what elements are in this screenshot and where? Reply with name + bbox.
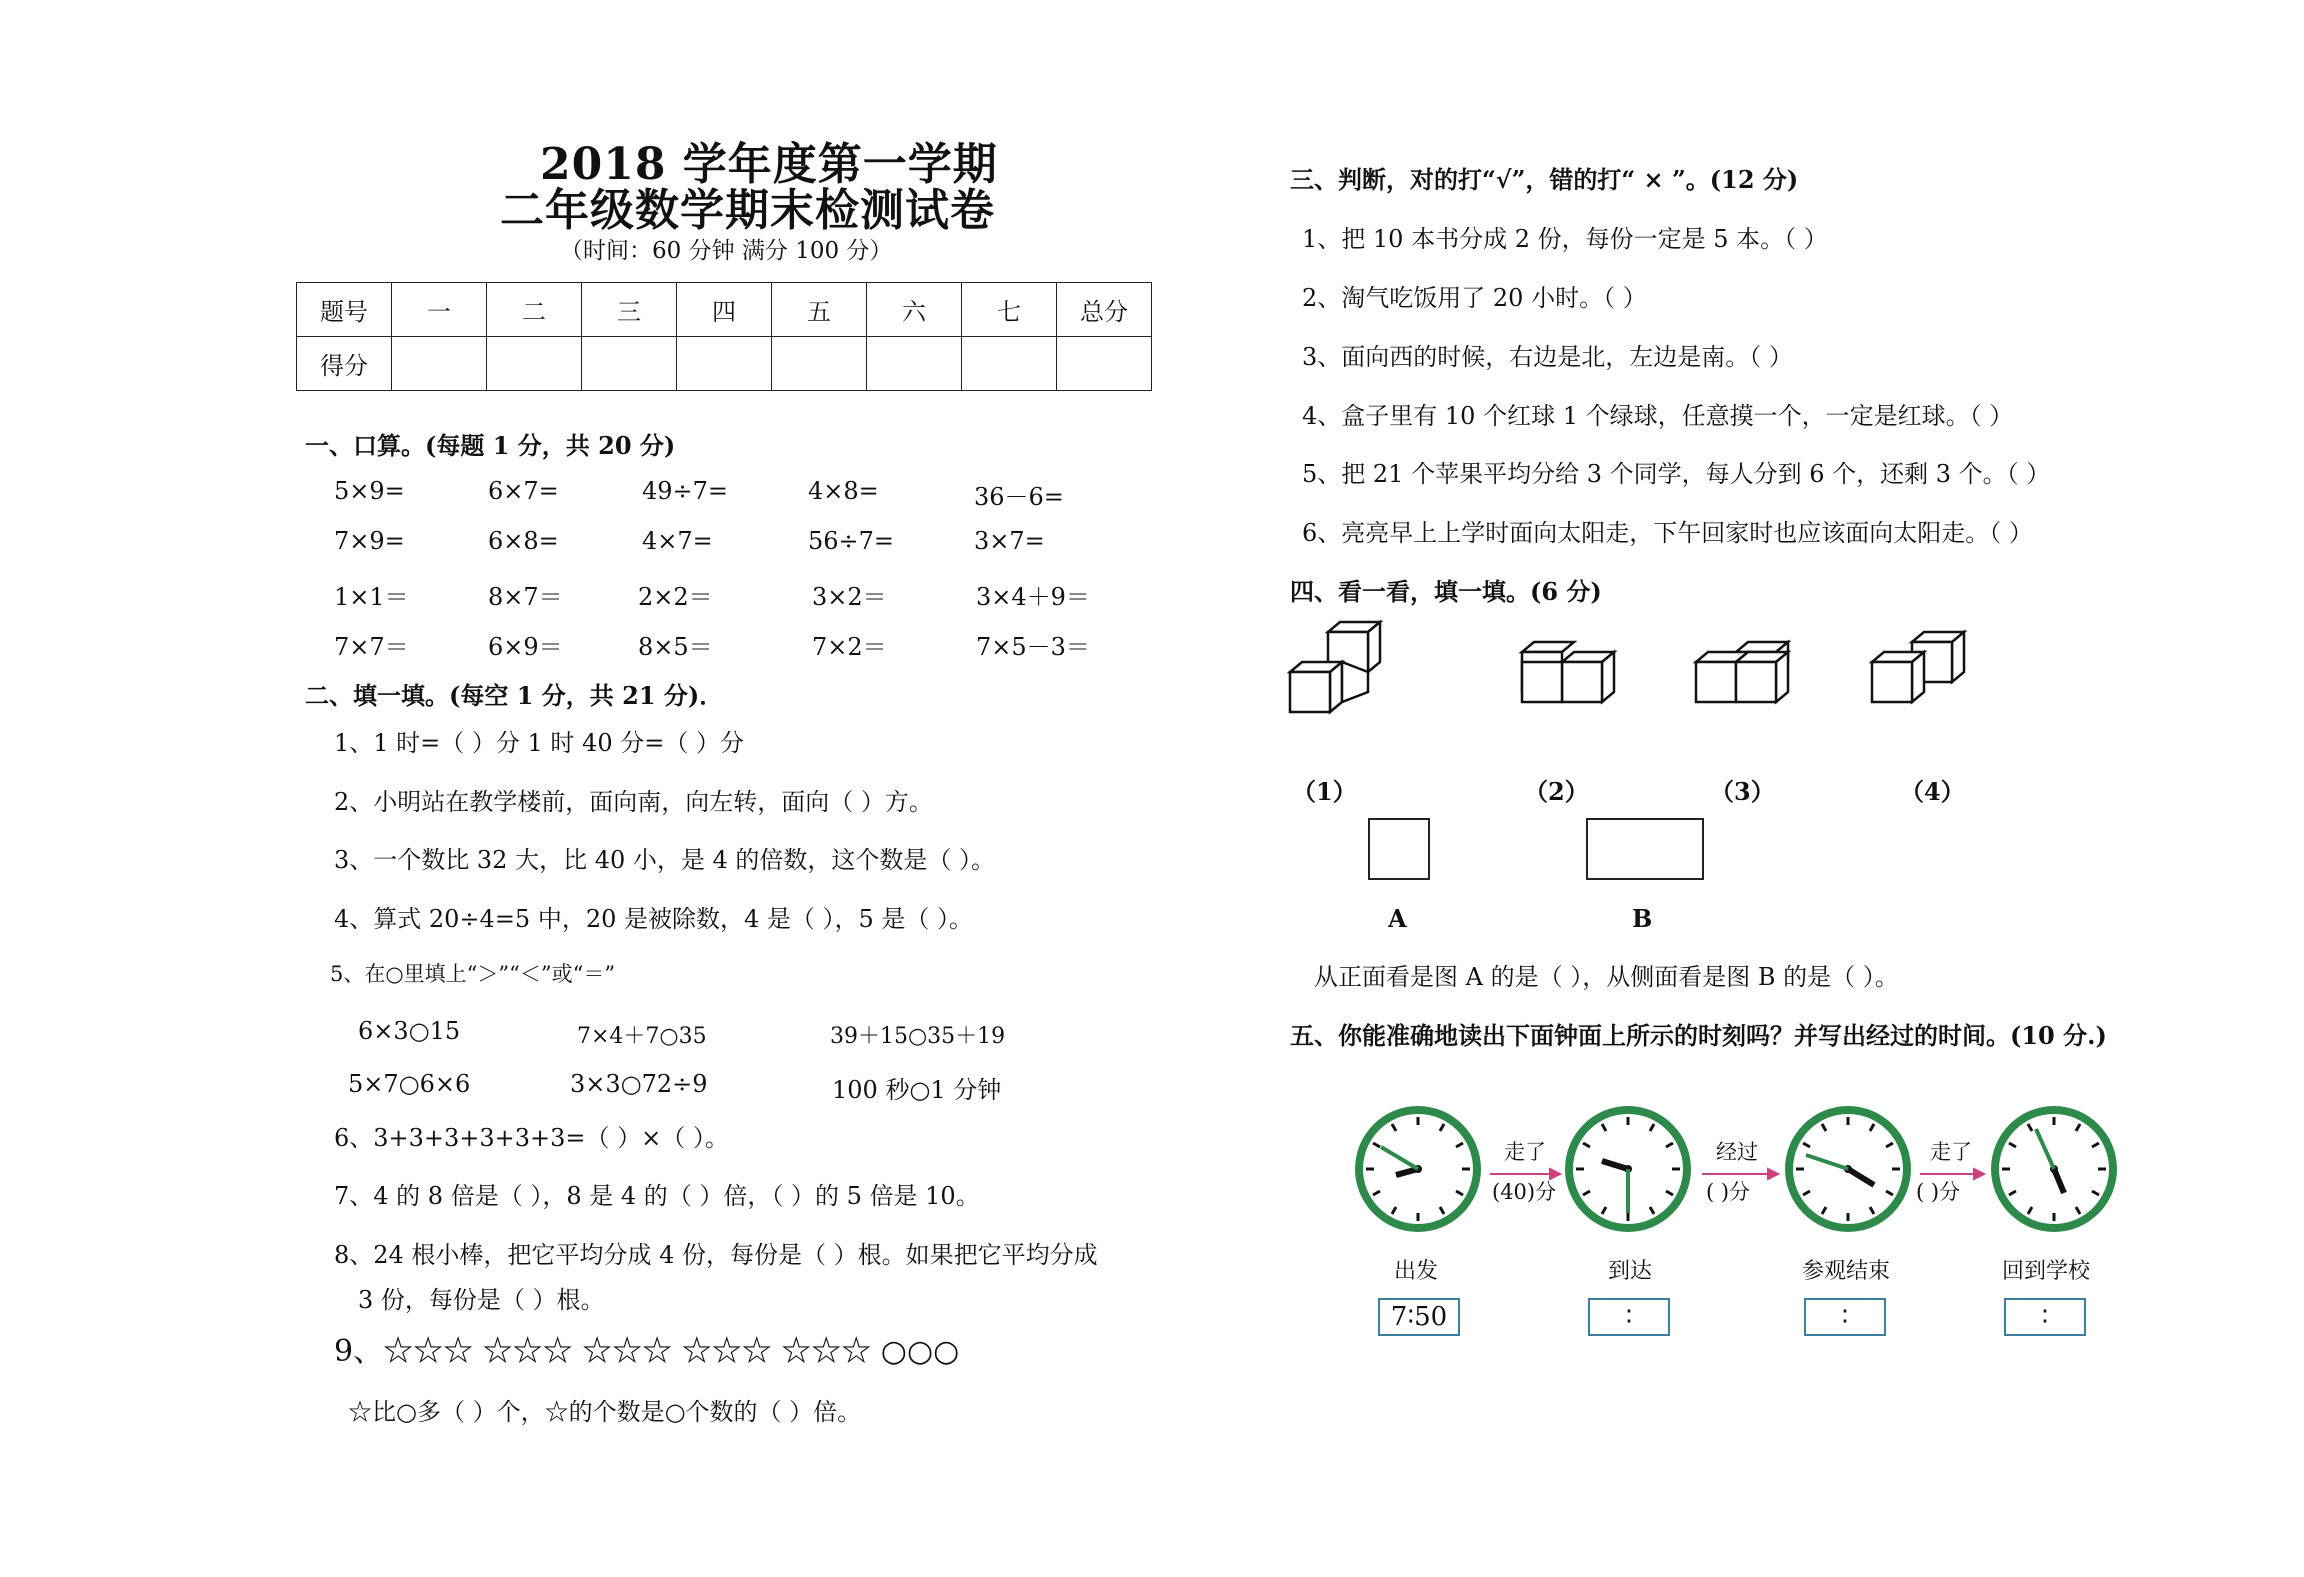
- section3-heading: 三、判断，对的打“√”，错的打“ × ”。(12 分): [1290, 165, 1799, 194]
- score-row-label: 得分: [297, 337, 392, 391]
- fill-q4: 4、算式 20÷4=5 中，20 是被除数，4 是（ ），5 是（ ）。: [334, 905, 974, 933]
- score-table: [296, 282, 1152, 391]
- view-b-label: B: [1632, 904, 1653, 933]
- score-table-header-row: [297, 283, 1152, 337]
- calc-item: 6×9＝: [488, 633, 563, 661]
- score-cell[interactable]: [392, 337, 487, 391]
- section1-heading: 一、口算。(每题 1 分，共 20 分): [305, 431, 676, 460]
- subtitle: （时间：60 分钟 满分 100 分）: [560, 238, 893, 264]
- view-a-label: A: [1388, 904, 1407, 933]
- fill-q9-line2: ☆比○多（ ）个，☆的个数是○个数的（ ）倍。: [348, 1398, 862, 1426]
- fill-q5: 5、在○里填上“＞”“＜”或“＝”: [330, 962, 616, 986]
- fill-q9-line1: 9、☆☆☆ ☆☆☆ ☆☆☆ ☆☆☆ ☆☆☆ ○○○: [334, 1334, 960, 1369]
- clock-strip: [1350, 1094, 2120, 1244]
- calc-item: 36－6=: [974, 483, 1064, 511]
- arrow1-top-label: 走了: [1504, 1140, 1546, 1164]
- calc-item: 8×5＝: [638, 633, 713, 661]
- section4-heading: 四、看一看，填一填。(6 分): [1290, 577, 1602, 606]
- view-a-square: [1368, 818, 1430, 880]
- cube-figure-1: [1290, 622, 1380, 712]
- compare-item: 5×7○6×6: [348, 1070, 471, 1098]
- arrow1-bottom-label: (40)分: [1492, 1180, 1557, 1204]
- score-header-cell: 一: [392, 283, 487, 337]
- calc-item: 7×7＝: [334, 633, 409, 661]
- fill-q8-line1: 8、24 根小棒，把它平均分成 4 份，每份是（ ）根。如果把它平均分成: [334, 1241, 1098, 1269]
- score-header-cell: 七: [962, 283, 1057, 337]
- fill-q6: 6、3+3+3+3+3+3=（ ）×（ ）。: [334, 1124, 729, 1152]
- score-header-cell: 三: [582, 283, 677, 337]
- calc-item: 6×7=: [488, 477, 559, 505]
- view-question: 从正面看是图 A 的是（ ），从侧面看是图 B 的是（ ）。: [1314, 963, 1899, 991]
- judge-item: 3、面向西的时候，右边是北，左边是南。（ ）: [1302, 343, 1793, 371]
- figure-label: （3）: [1710, 777, 1775, 806]
- figure-label: （4）: [1900, 777, 1965, 806]
- calc-item: 3×7=: [974, 527, 1045, 555]
- calc-item: 4×7=: [642, 527, 713, 555]
- score-header-cell: 六: [867, 283, 962, 337]
- calc-item: 1×1＝: [334, 583, 409, 611]
- calc-item: 7×2＝: [812, 633, 887, 661]
- arrow2-top-label: 经过: [1716, 1140, 1758, 1164]
- time-box-depart[interactable]: 7∶50: [1378, 1298, 1460, 1336]
- score-cell[interactable]: [1057, 337, 1152, 391]
- calc-item: 3×4＋9＝: [976, 583, 1090, 611]
- calc-item: 56÷7=: [808, 527, 895, 555]
- fill-q1: 1、1 时=（ ）分 1 时 40 分=（ ）分: [334, 729, 744, 757]
- cube-figure-3: [1696, 642, 1788, 702]
- calc-item: 4×8=: [808, 477, 879, 505]
- clock-label: 参观结束: [1802, 1259, 1891, 1284]
- clock-label: 回到学校: [2002, 1259, 2091, 1284]
- score-cell[interactable]: [772, 337, 867, 391]
- judge-item: 5、把 21 个苹果平均分给 3 个同学，每人分到 6 个，还剩 3 个。（ ）: [1302, 460, 2051, 488]
- clock-depart: [1355, 1106, 1481, 1232]
- figure-label: （1）: [1292, 777, 1357, 806]
- fill-q7: 7、4 的 8 倍是（ ），8 是 4 的（ ）倍，（ ）的 5 倍是 10。: [334, 1182, 980, 1210]
- clock-arrive: [1565, 1106, 1691, 1232]
- arrow2-bottom-label: ( )分: [1706, 1180, 1751, 1204]
- judge-item: 6、亮亮早上上学时面向太阳走，下午回家时也应该面向太阳走。（ ）: [1302, 519, 2033, 547]
- time-box-return[interactable]: ∶: [2004, 1298, 2086, 1336]
- score-cell[interactable]: [582, 337, 677, 391]
- fill-q8-line2: 3 份，每份是（ ）根。: [358, 1286, 605, 1314]
- calc-item: 2×2＝: [638, 583, 713, 611]
- calc-item: 5×9=: [334, 477, 405, 505]
- cube-figures: [1280, 620, 2000, 730]
- score-header-cell: 题号: [297, 283, 392, 337]
- calc-item: 7×5－3＝: [976, 633, 1090, 661]
- fill-q3: 3、一个数比 32 大，比 40 小，是 4 的倍数，这个数是（ ）。: [334, 846, 996, 874]
- calc-item: 8×7＝: [488, 583, 563, 611]
- score-header-cell: 五: [772, 283, 867, 337]
- judge-item: 1、把 10 本书分成 2 份，每份一定是 5 本。（ ）: [1302, 225, 1828, 253]
- title-line1: 2018 学年度第一学期: [540, 139, 998, 190]
- time-box-arrive[interactable]: ∶: [1588, 1298, 1670, 1336]
- calc-item: 49÷7=: [642, 477, 729, 505]
- arrow3-bottom-label: ( )分: [1916, 1180, 1961, 1204]
- compare-item: 7×4＋7○35: [577, 1024, 707, 1049]
- cube-figure-4: [1872, 632, 1964, 702]
- cube-figure-2: [1522, 642, 1614, 702]
- score-header-cell: 四: [677, 283, 772, 337]
- clock-return: [1991, 1106, 2117, 1232]
- section5-heading: 五、你能准确地读出下面钟面上所示的时刻吗？并写出经过的时间。(10 分.): [1290, 1021, 2107, 1050]
- score-cell[interactable]: [677, 337, 772, 391]
- view-b-right-square: [1644, 818, 1704, 880]
- judge-item: 4、盒子里有 10 个红球 1 个绿球，任意摸一个，一定是红球。（ ）: [1302, 402, 2014, 430]
- score-header-cell: 二: [487, 283, 582, 337]
- score-cell[interactable]: [867, 337, 962, 391]
- compare-item: 100 秒○1 分钟: [832, 1076, 1002, 1104]
- arrow3-top-label: 走了: [1930, 1140, 1972, 1164]
- score-header-cell: 总分: [1057, 283, 1152, 337]
- clock-label: 到达: [1608, 1259, 1653, 1284]
- compare-item: 6×3○15: [358, 1017, 461, 1045]
- judge-item: 2、淘气吃饭用了 20 小时。（ ）: [1302, 284, 1647, 312]
- title-line2: 二年级数学期末检测试卷: [500, 185, 995, 236]
- calc-item: 7×9=: [334, 527, 405, 555]
- time-box-visit-end[interactable]: ∶: [1804, 1298, 1886, 1336]
- compare-item: 3×3○72÷9: [570, 1070, 708, 1098]
- fill-q2: 2、小明站在教学楼前，面向南，向左转，面向（ ）方。: [334, 788, 933, 816]
- score-cell[interactable]: [962, 337, 1057, 391]
- score-table-score-row: [297, 337, 1152, 391]
- calc-item: 6×8=: [488, 527, 559, 555]
- calc-item: 3×2＝: [812, 583, 887, 611]
- compare-item: 39＋15○35＋19: [830, 1024, 1006, 1049]
- view-b-left-square: [1586, 818, 1648, 880]
- figure-label: （2）: [1524, 777, 1589, 806]
- clock-label: 出发: [1394, 1259, 1439, 1284]
- section2-heading: 二、填一填。(每空 1 分，共 21 分)．: [305, 681, 724, 710]
- score-cell[interactable]: [487, 337, 582, 391]
- clock-visit-end: [1785, 1106, 1911, 1232]
